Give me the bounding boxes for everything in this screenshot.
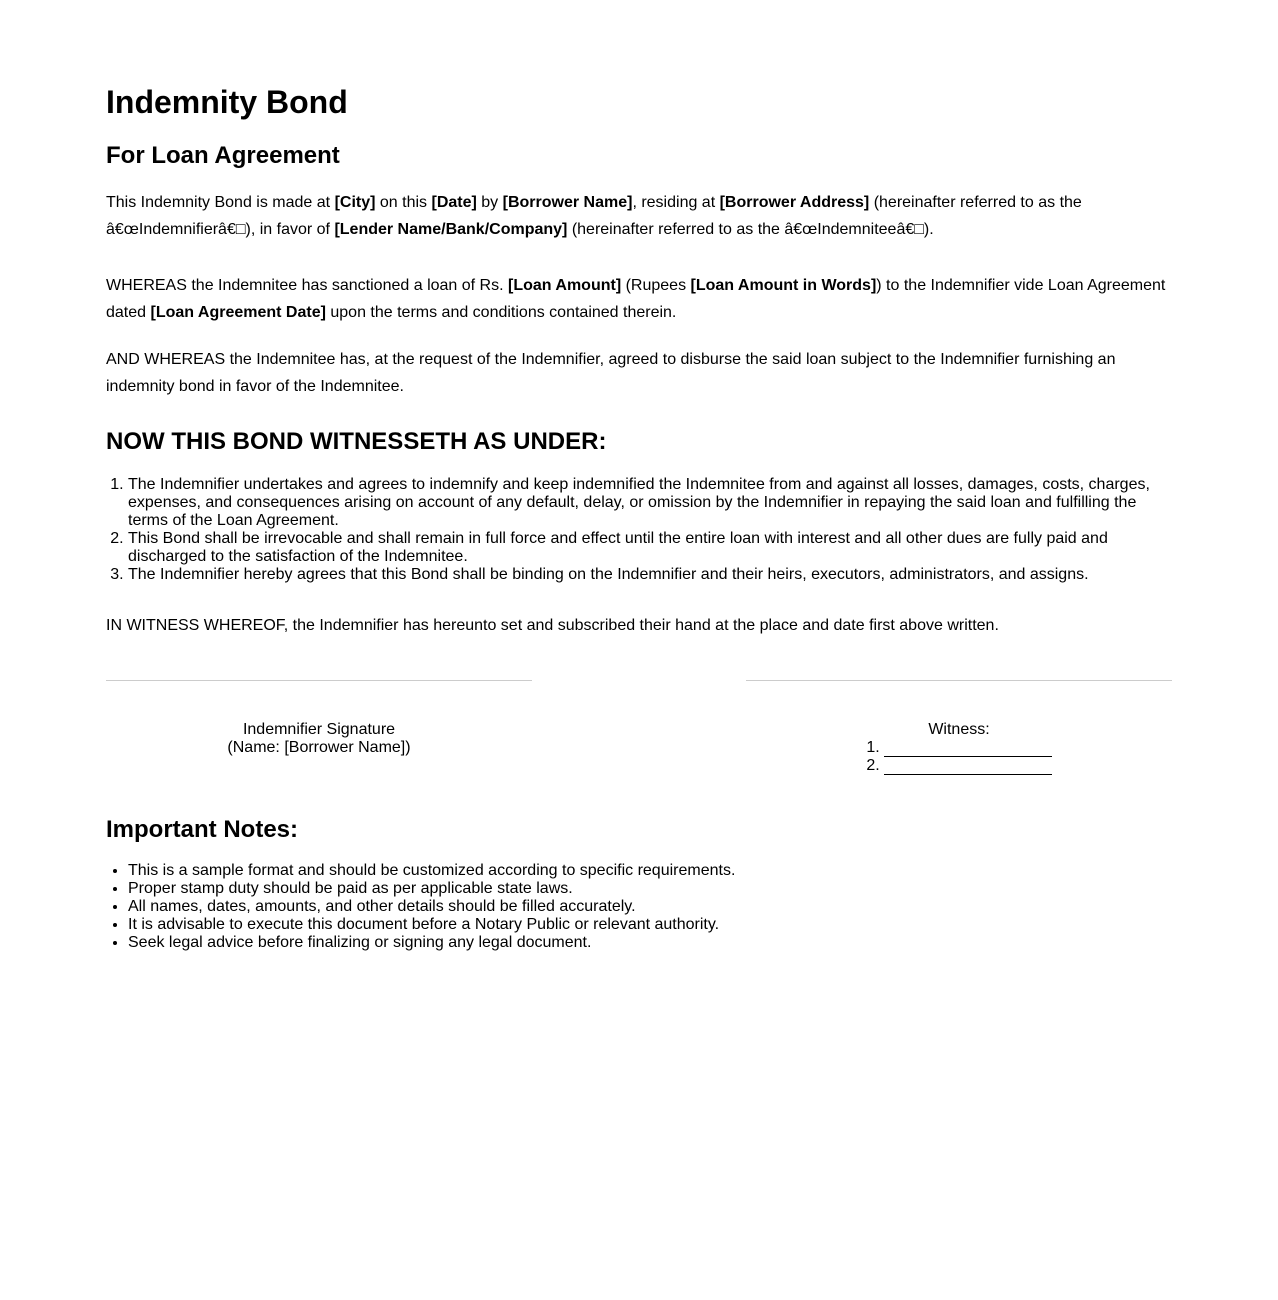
clause-item: 3. The Indemnifier hereby agrees that this Bond shall be binding on the Indemnifier and their heirs, executors, administrators, and assigns. bbox=[128, 566, 1172, 584]
whereas1-text-1: WHEREAS the Indemnitee has sanctioned a loan of Rs. bbox=[106, 277, 508, 294]
intro-paragraph bbox=[106, 189, 1172, 243]
city-placeholder: [City] bbox=[334, 194, 376, 211]
indemnifier-signature-block bbox=[106, 721, 532, 757]
intro-text-5: (hereinafter referred to as the â€œIndemnifierâ€□), in favor of bbox=[106, 194, 1082, 238]
intro-text-4: , residing at bbox=[632, 194, 720, 211]
clauses-list bbox=[106, 476, 1172, 584]
witness-blank-line-2 bbox=[884, 758, 1052, 775]
witness-number-1: 1. bbox=[866, 739, 880, 756]
witness-statement: IN WITNESS WHEREOF, the Indemnifier has hereunto set and subscribed their hand at the place and date first above written. bbox=[106, 617, 999, 634]
borrower-address-placeholder: [Borrower Address] bbox=[719, 194, 870, 211]
loan-amount-words-placeholder: [Loan Amount in Words] bbox=[690, 277, 877, 294]
signature-divider-left bbox=[106, 680, 532, 681]
witness-block bbox=[746, 721, 1172, 775]
intro-text-6: (hereinafter referred to as the â€œIndemniteeâ€□). bbox=[567, 221, 934, 238]
witness-blank-line-1 bbox=[884, 740, 1052, 757]
lender-placeholder: [Lender Name/Bank/Company] bbox=[334, 221, 568, 238]
witness-label: Witness: bbox=[928, 721, 990, 738]
whereas-paragraph-2: AND WHEREAS the Indemnitee has, at the request of the Indemnifier, agreed to disburse the said loan subject to the Indemnifier furnishing an indemnity bond in favor of the Indemnitee. bbox=[106, 351, 1116, 395]
whereas-paragraph-1 bbox=[106, 272, 1172, 326]
borrower-name-placeholder: [Borrower Name] bbox=[502, 194, 633, 211]
witness-number-2: 2. bbox=[866, 757, 880, 774]
note-item: • Seek legal advice before finalizing or signing any legal document. bbox=[128, 934, 1172, 952]
notes-heading: Important Notes: bbox=[106, 816, 298, 843]
witness-lines bbox=[866, 739, 1051, 775]
document-title: Indemnity Bond bbox=[106, 84, 348, 120]
date-placeholder: [Date] bbox=[431, 194, 477, 211]
clause-item: 1. The Indemnifier undertakes and agrees to indemnify and keep indemnified the Indemnitee from and against all losses, damages, costs, charges, expenses, and consequences arising on account of any default, delay, or omission by the Indemnifier in repaying the said loan and fulfilling the terms of the Loan Agreement. bbox=[128, 476, 1172, 530]
intro-text-2: on this bbox=[375, 194, 432, 211]
clause-item: 2. This Bond shall be irrevocable and shall remain in full force and effect until the entire loan with interest and all other dues are fully paid and discharged to the satisfaction of the Indemnitee. bbox=[128, 530, 1172, 566]
note-item: • All names, dates, amounts, and other details should be filled accurately. bbox=[128, 898, 1172, 916]
note-item: • This is a sample format and should be customized according to specific requirements. bbox=[128, 862, 1172, 880]
witness-row-2 bbox=[866, 757, 1051, 775]
note-item: • It is advisable to execute this document before a Notary Public or relevant authority. bbox=[128, 916, 1172, 934]
agreement-date-placeholder: [Loan Agreement Date] bbox=[150, 304, 326, 321]
whereas1-text-2: (Rupees bbox=[621, 277, 691, 294]
whereas1-text-3: ) to the Indemnifier vide Loan Agreement dated bbox=[106, 277, 1166, 321]
document-subtitle: For Loan Agreement bbox=[106, 142, 340, 169]
section-heading: NOW THIS BOND WITNESSETH AS UNDER: bbox=[106, 428, 607, 455]
loan-amount-placeholder: [Loan Amount] bbox=[508, 277, 622, 294]
signature-divider-right bbox=[746, 680, 1172, 681]
notes-list bbox=[106, 862, 1172, 952]
note-item: • Proper stamp duty should be paid as per applicable state laws. bbox=[128, 880, 1172, 898]
intro-text-1: This Indemnity Bond is made at bbox=[106, 194, 335, 211]
intro-text-3: by bbox=[476, 194, 503, 211]
whereas1-text-4: upon the terms and conditions contained therein. bbox=[325, 304, 677, 321]
witness-row-1 bbox=[866, 739, 1051, 757]
signature-name: (Name: [Borrower Name]) bbox=[227, 739, 411, 756]
signature-label: Indemnifier Signature bbox=[242, 721, 396, 738]
